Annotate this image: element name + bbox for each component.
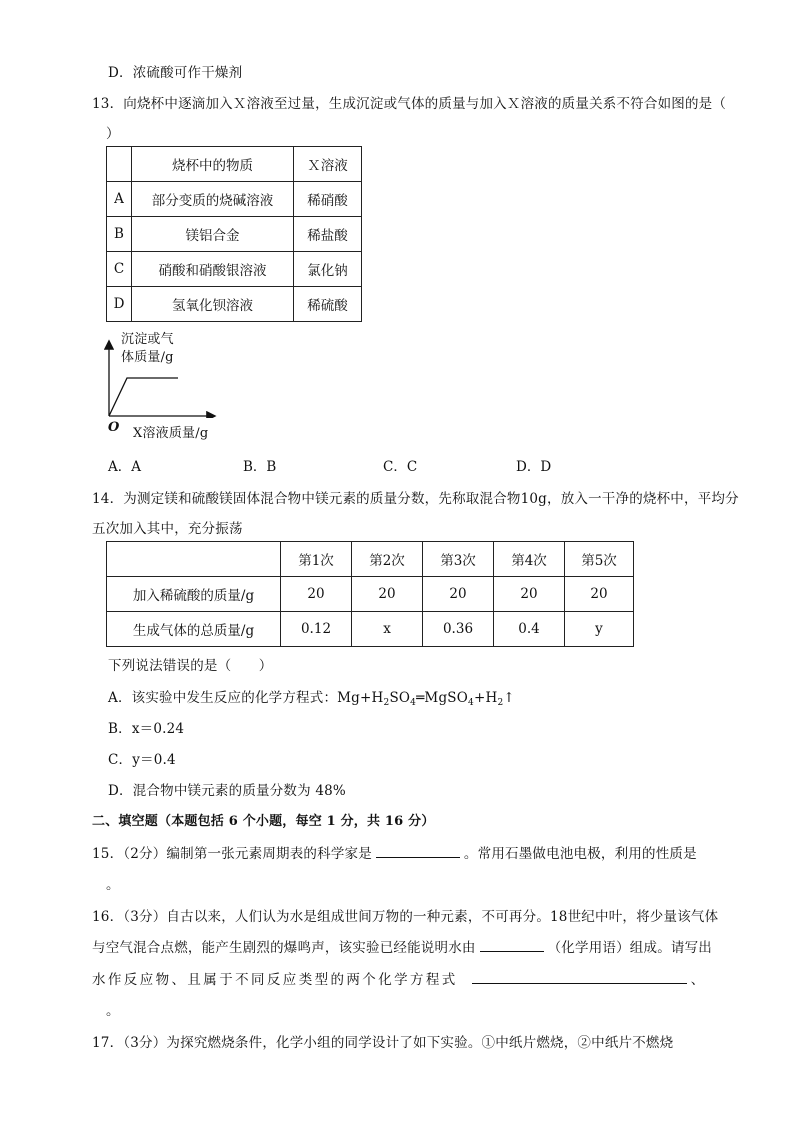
table-cell: x: [352, 612, 423, 647]
q16-text-d: 、: [690, 972, 705, 988]
q14-stem-line2: 五次加入其中，充分振荡: [92, 521, 243, 537]
q16-text-b: （化学用语）组成。请写出: [547, 940, 713, 956]
q14-option-d: D．混合物中镁元素的质量分数为 48%: [108, 783, 346, 799]
section-title: 二、填空题（本题包括 6 个小题，每空 1 分，共 16 分）: [92, 814, 435, 829]
table-header-row: [107, 147, 362, 182]
answer-blank[interactable]: [480, 937, 544, 952]
table-cell: 0.12: [281, 612, 352, 647]
q12-option-d: D．浓硫酸可作干燥剂: [108, 65, 243, 81]
table-row: [107, 217, 362, 252]
table-cell: 20: [281, 577, 352, 612]
table-header-cell: [107, 542, 281, 577]
table-cell: 生成气体的总质量/g: [107, 612, 281, 647]
table-cell: 稀硫酸: [294, 287, 362, 322]
graph-y-label-1: 沉淀或气: [121, 332, 174, 347]
table-header-cell: 第5次: [565, 542, 634, 577]
q13-table: [106, 146, 362, 322]
q14-option-b: B．x＝0.24: [108, 721, 185, 737]
q16-line2: [92, 936, 712, 956]
table-cell: 氢氧化钡溶液: [132, 287, 294, 322]
chemical-equation: $Mg+H_2SO_4═MgSO_4+H_2↑$: [337, 690, 515, 708]
q14-option-a-prefix: A．该实验中发生反应的化学方程式：: [108, 690, 338, 706]
table-cell: 氯化钠: [294, 252, 362, 287]
q15-text-a: 15．（2分）编制第一张元素周期表的科学家是: [92, 846, 372, 862]
q15-text-b: 。常用石墨做电池电极，利用的性质是: [463, 846, 697, 862]
q15-line2: [106, 873, 120, 893]
q13-graph: [100, 336, 222, 418]
answer-blank[interactable]: [472, 969, 687, 984]
q15-line1: [92, 842, 697, 862]
q14-stem-line1: 14．为测定镁和硫酸镁固体混合物中镁元素的质量分数，先称取混合物10g，放入一干净的烧杯中，平均分: [92, 491, 739, 507]
table-cell: A: [107, 182, 132, 217]
table-cell: B: [107, 217, 132, 252]
table-header-cell: Ｘ溶液: [294, 147, 362, 182]
q13-stem-line1: 13．向烧杯中逐滴加入Ｘ溶液至过量，生成沉淀或气体的质量与加入Ｘ溶液的质量关系不符合如图的是（: [92, 96, 727, 112]
table-cell: 20: [494, 577, 565, 612]
q13-option-d: D．D: [516, 459, 552, 475]
q16-text-c: 水作反应物、且属于不同反应类型的两个化学方程式: [92, 972, 458, 988]
q14-option-a: [108, 686, 515, 708]
table-row: [107, 612, 634, 647]
graph-curve: [109, 378, 178, 416]
graph-x-label: X溶液质量/g: [133, 426, 209, 441]
graph-origin: O: [108, 420, 120, 435]
q14-table: [106, 541, 634, 647]
table-row: [107, 182, 362, 217]
table-header-cell: [107, 147, 132, 182]
table-cell: C: [107, 252, 132, 287]
q14-question: 下列说法错误的是（ ）: [108, 658, 273, 674]
table-cell: 加入稀硫酸的质量/g: [107, 577, 281, 612]
table-cell: D: [107, 287, 132, 322]
table-cell: 部分变质的烧碱溶液: [132, 182, 294, 217]
table-row: [107, 577, 634, 612]
table-header-cell: 第1次: [281, 542, 352, 577]
q16-text-a: 与空气混合点燃，能产生剧烈的爆鸣声，该实验已经能说明水由: [92, 940, 476, 956]
table-cell: 稀硝酸: [294, 182, 362, 217]
q13-stem-line2: ）: [106, 126, 120, 142]
q13-option-b: B．B: [243, 459, 277, 475]
q16-line1: 16．（3分）自古以来，人们认为水是组成世间万物的一种元素，不可再分。18世纪中叶，将少量该气体: [92, 909, 719, 925]
q14-option-c: C．y＝0.4: [108, 752, 176, 768]
q13-option-a: A．A: [108, 459, 141, 475]
q15-text-end: 。: [106, 877, 120, 893]
table-cell: 镁铝合金: [132, 217, 294, 252]
q16-line4: 。: [106, 1003, 120, 1019]
graph-y-label-2: 体质量/g: [121, 350, 174, 365]
table-header-cell: 第3次: [423, 542, 494, 577]
table-cell: 稀盐酸: [294, 217, 362, 252]
table-row: [107, 287, 362, 322]
table-header-row: [107, 542, 634, 577]
table-cell: 0.36: [423, 612, 494, 647]
table-cell: 0.4: [494, 612, 565, 647]
table-cell: 20: [352, 577, 423, 612]
table-row: [107, 252, 362, 287]
answer-blank[interactable]: [376, 843, 460, 858]
table-cell: 硝酸和硝酸银溶液: [132, 252, 294, 287]
table-cell: y: [565, 612, 634, 647]
table-cell: 20: [423, 577, 494, 612]
q17-line1: 17．（3分）为探究燃烧条件，化学小组的同学设计了如下实验。①中纸片燃烧，②中纸片不燃烧: [92, 1035, 674, 1051]
q16-line3: [92, 968, 704, 988]
table-header-cell: 第4次: [494, 542, 565, 577]
table-header-cell: 第2次: [352, 542, 423, 577]
q13-option-c: C．C: [383, 459, 418, 475]
table-cell: 20: [565, 577, 634, 612]
table-header-cell: 烧杯中的物质: [132, 147, 294, 182]
